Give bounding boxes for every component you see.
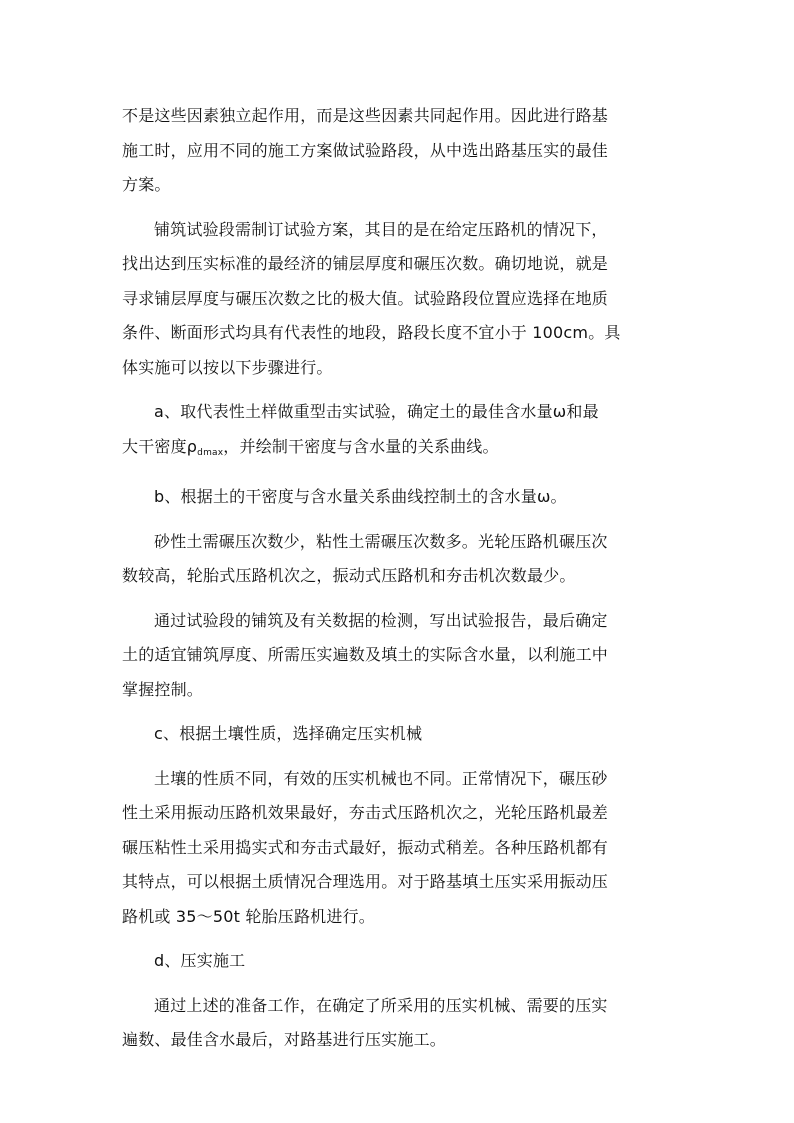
paragraph-step-d (122, 944, 682, 979)
text-line: 不是这些因素独立起作用，而是这些因素共同起作用。因此进行路基 (122, 106, 609, 125)
text-line: 铺筑试验段需制订试验方案，其目的是在给定压路机的情况下， (154, 219, 608, 239)
paragraph-construction (122, 989, 682, 1058)
paragraph-machinery (122, 762, 682, 935)
paragraph-step-a (122, 395, 682, 470)
text-line: c、根据土壤性质，选择确定压实机械 (154, 724, 423, 743)
document-body (122, 99, 682, 1068)
text-line: 施工时，应用不同的施工方案做试验路段，从中选出路基压实的最佳 (122, 140, 609, 160)
paragraph-test-report (122, 604, 682, 708)
text-line: d、压实施工 (154, 951, 246, 970)
text-line: 砂性土需碾压次数少，粘性土需碾压次数多。光轮压路机碾压次 (154, 531, 608, 551)
text-line: 通过上述的准备工作，在确定了所采用的压实机械、需要的压实 (154, 995, 608, 1015)
text-line: a、取代表性土样做重型击实试验，确定土的最佳含水量ω和最 (154, 402, 599, 421)
text-line: 找出达到压实标准的最经济的铺层厚度和碾压次数。确切地说，就是 (122, 254, 609, 273)
text-line: 土的适宜铺筑厚度、所需压实遍数及填土的实际含水量，以利施工中 (122, 645, 609, 664)
text-line-with-subscript (122, 430, 682, 471)
text-line: 数较高，轮胎式压路机次之，振动式压路机和夯击机次数最少。 (122, 566, 576, 585)
text-line: 通过试验段的铺筑及有关数据的检测，写出试验报告，最后确定 (154, 610, 608, 630)
subscript-dmax: dmax (197, 447, 224, 458)
text-line: 性土采用振动压路机效果最好，夯击式压路机次之，光轮压路机最差 (122, 803, 609, 822)
text-line: 遍数、最佳含水最后，对路基进行压实施工。 (122, 1030, 447, 1049)
text-line: 寻求铺层厚度与碾压次数之比的极大值。试验路段位置应选择在地质 (122, 288, 609, 308)
text-line: 土壤的性质不同，有效的压实机械也不同。正常情况下，碾压砂 (154, 768, 608, 788)
text-line: 方案。 (122, 175, 171, 194)
paragraph-step-b (122, 480, 682, 515)
text-line: 其特点，可以根据土质情况合理选用。对于路基填土压实采用振动压 (122, 872, 609, 891)
text-fragment: ，并绘制干密度与含水量的关系曲线。 (223, 436, 499, 456)
paragraph-step-c (122, 717, 682, 752)
text-fragment: 大干密度ρ (122, 436, 198, 456)
paragraph-test-section (122, 213, 682, 386)
text-line: 碾压粘性土采用捣实式和夯击式最好，振动式稍差。各种压路机都有 (122, 837, 609, 857)
text-line: 体实施可以按以下步骤进行。 (122, 357, 333, 377)
text-line: 路机或 35～50t 轮胎压路机进行。 (122, 906, 375, 926)
paragraph-soil-compaction (122, 525, 682, 594)
paragraph-intro (122, 99, 682, 203)
text-line: 掌握控制。 (122, 679, 204, 699)
text-line: b、根据土的干密度与含水量关系曲线控制土的含水量ω。 (154, 487, 567, 506)
text-line: 条件、断面形式均具有代表性的地段，路段长度不宜小于 100cm。具 (122, 323, 621, 342)
